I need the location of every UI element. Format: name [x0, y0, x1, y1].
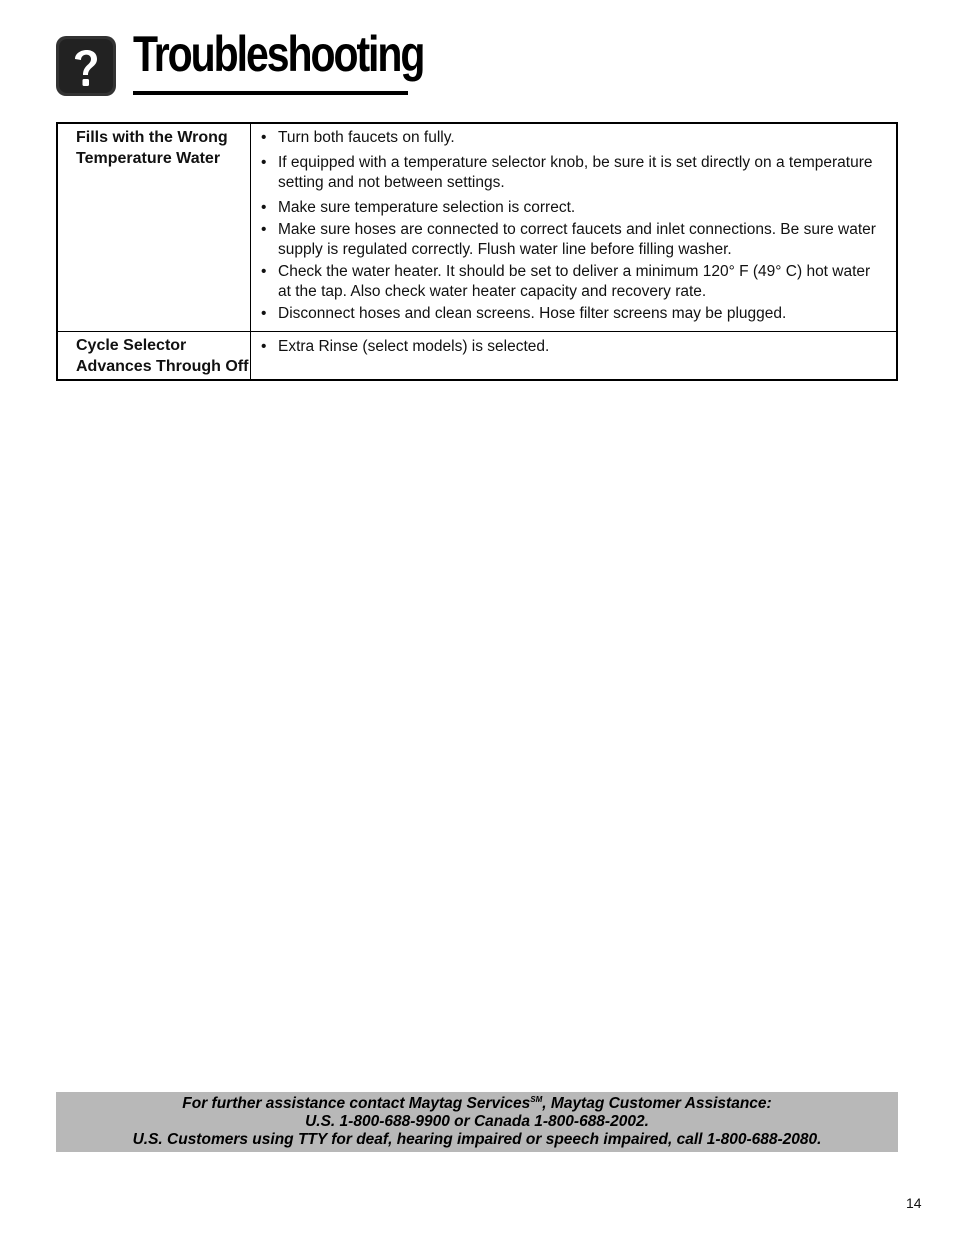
solution-item: • Check the water heater. It should be set to deliver a minimum 120° F (49° C) hot water at the tap. Also check water heater capacity and recovery rate.: [259, 262, 876, 302]
problem-label-line: Fills with the Wrong: [76, 129, 228, 146]
solution-item: • Extra Rinse (select models) is selected.: [259, 337, 876, 357]
problem-label-line: Advances Through Off: [76, 357, 249, 375]
service-mark: SM: [530, 1095, 543, 1104]
problem-label-line: Temperature Water: [76, 150, 221, 167]
assistance-footer: [56, 1092, 898, 1152]
page-title: Troubleshooting: [133, 26, 424, 82]
question-mark-icon: [55, 35, 117, 97]
table-row: [57, 331, 897, 380]
problem-label: [58, 332, 250, 377]
solution-list: [251, 332, 896, 357]
solution-item: • If equipped with a temperature selector knob, be sure it is set directly on a temperature setting and not between settings.: [259, 153, 876, 193]
page-number: 14: [906, 1195, 922, 1211]
solution-item: • Make sure hoses are connected to correct faucets and inlet connections. Be sure water supply is regulated correctly. Flush water line before filling washer.: [259, 220, 876, 260]
problem-cell: [57, 331, 251, 380]
solution-item: • Turn both faucets on fully.: [259, 128, 876, 148]
problem-cell: [57, 123, 251, 331]
solution-cell: [251, 331, 898, 380]
footer-line-1-prefix: For further assistance contact Maytag Services: [182, 1095, 531, 1112]
problem-label-line: Cycle Selector: [76, 336, 187, 354]
solution-cell: [251, 123, 898, 331]
solution-item: • Make sure temperature selection is correct.: [259, 198, 876, 218]
footer-line-3: U.S. Customers using TTY for deaf, hearing impaired or speech impaired, call 1-800-688-2080.: [132, 1131, 822, 1148]
footer-line-2: U.S. 1-800-688-9900 or Canada 1-800-688-2002.: [305, 1113, 649, 1130]
troubleshooting-table: [56, 122, 898, 381]
table-row: [57, 123, 897, 331]
title-underline: [133, 91, 408, 95]
question-mark-icon-graphic: [55, 35, 117, 97]
footer-line-1: [56, 1095, 898, 1113]
solution-list: [251, 124, 896, 324]
footer-line-1-suffix: , Maytag Customer Assistance:: [542, 1095, 772, 1112]
solution-item: • Disconnect hoses and clean screens. Hose filter screens may be plugged.: [259, 304, 876, 324]
problem-label: [58, 124, 250, 169]
